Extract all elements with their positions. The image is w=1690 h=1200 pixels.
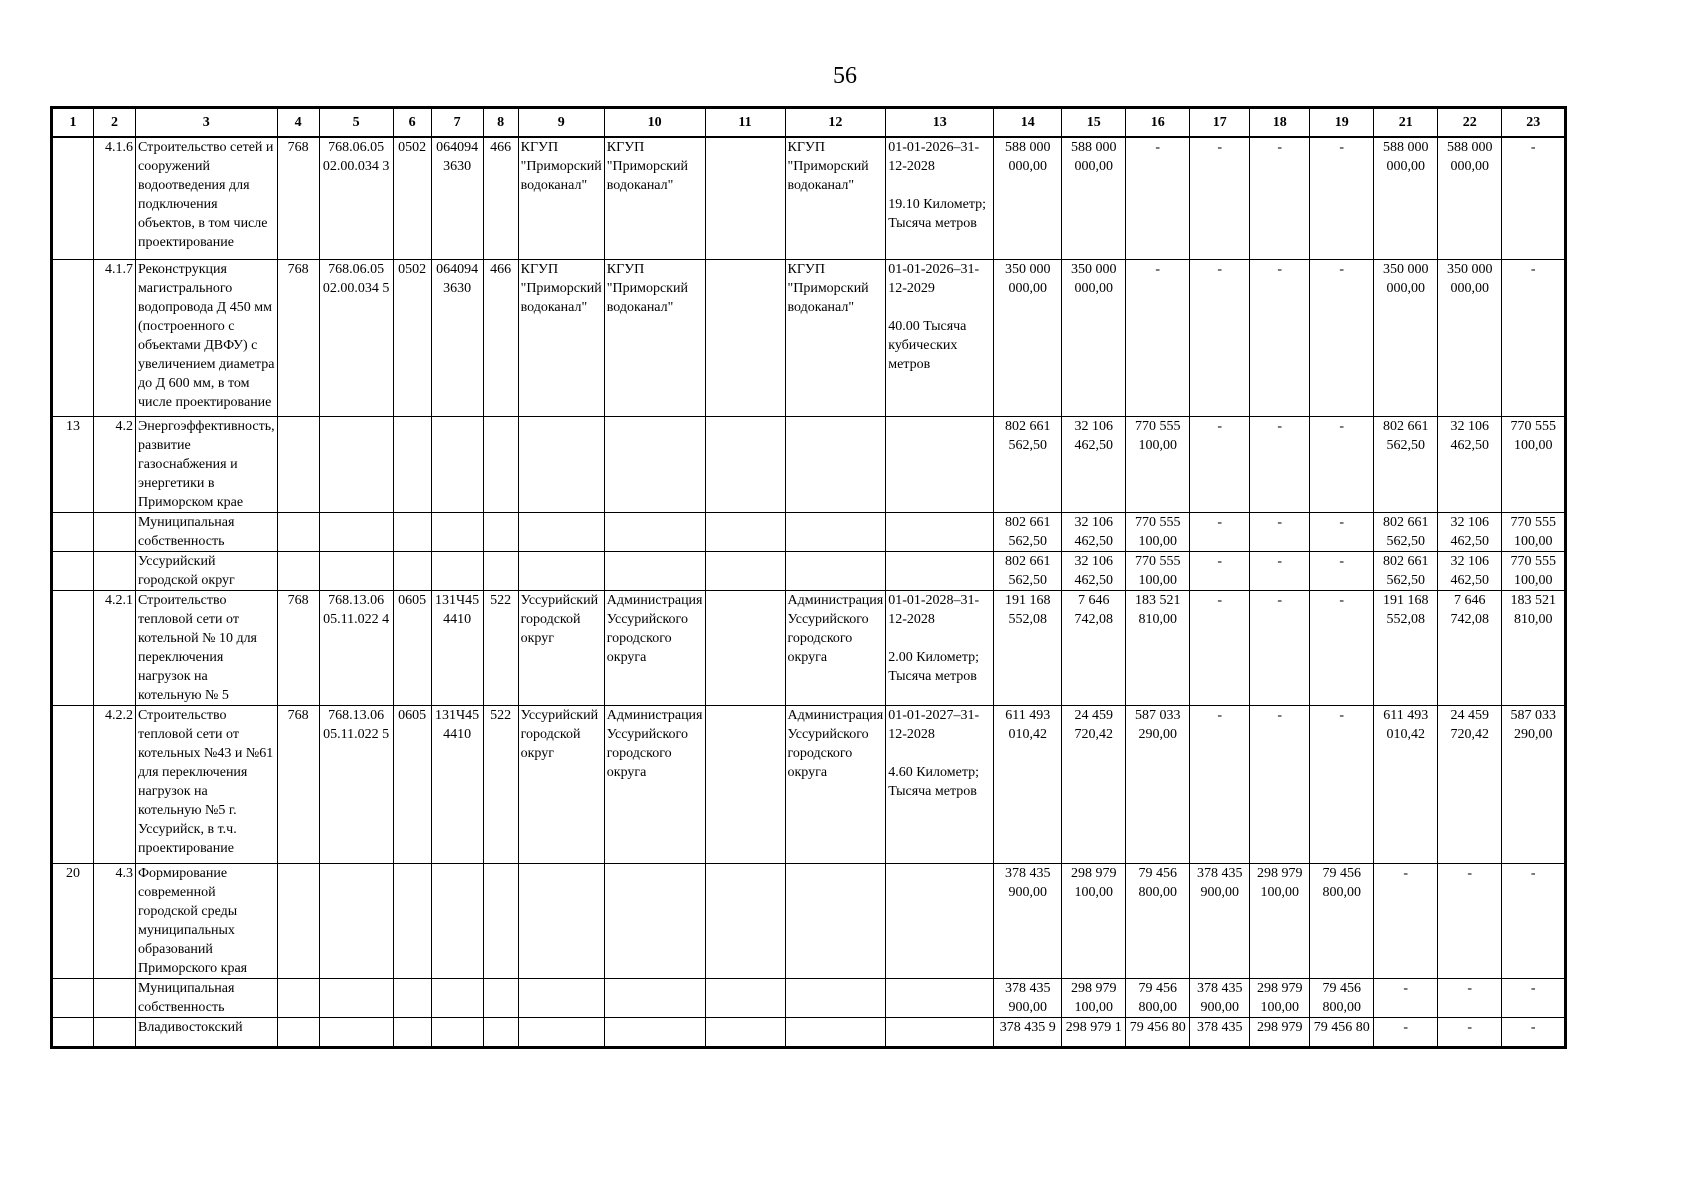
cell-total: 802 661 562,50 xyxy=(994,551,1062,590)
cell-col-11 xyxy=(705,512,785,551)
cell-col-23: 183 521 810,00 xyxy=(1502,590,1566,705)
cell-grbs xyxy=(277,1017,319,1047)
cell-target-article: 768.13.06 05.11.022 4 xyxy=(319,590,393,705)
cell-csr xyxy=(431,551,483,590)
cell-grbs xyxy=(277,978,319,1017)
cell-col-18: 298 979 xyxy=(1250,1017,1310,1047)
cell-col-21: - xyxy=(1374,863,1438,978)
cell-vr: 466 xyxy=(483,259,518,416)
column-header: 3 xyxy=(136,108,278,138)
cell-developer: Администрация Уссурийского городского округа xyxy=(785,705,886,863)
column-header: 6 xyxy=(393,108,431,138)
cell-col-21: - xyxy=(1374,978,1438,1017)
cell-item-code xyxy=(94,512,136,551)
cell-customer xyxy=(604,1017,705,1047)
cell-col-19: - xyxy=(1310,705,1374,863)
cell-grbs xyxy=(277,416,319,512)
cell-period-capacity xyxy=(886,1017,994,1047)
cell-csr xyxy=(431,978,483,1017)
table-row xyxy=(52,137,1566,259)
column-header: 15 xyxy=(1062,108,1126,138)
cell-col-11 xyxy=(705,416,785,512)
cell-col-21: 802 661 562,50 xyxy=(1374,512,1438,551)
column-header: 2 xyxy=(94,108,136,138)
cell-item-code: 4.1.7 xyxy=(94,259,136,416)
cell-col-18: - xyxy=(1250,551,1310,590)
cell-budget-2025: 7 646 742,08 xyxy=(1062,590,1126,705)
cell-col-17: 378 435 xyxy=(1190,1017,1250,1047)
cell-customer: КГУП "Приморский водоканал" xyxy=(604,137,705,259)
cell-csr xyxy=(431,1017,483,1047)
cell-col-22: 588 000 000,00 xyxy=(1438,137,1502,259)
cell-budget-2026: - xyxy=(1126,259,1190,416)
cell-customer xyxy=(604,978,705,1017)
cell-row-number: 13 xyxy=(52,416,94,512)
cell-col-19: - xyxy=(1310,590,1374,705)
cell-budget-2025: 350 000 000,00 xyxy=(1062,259,1126,416)
table-row xyxy=(52,551,1566,590)
cell-target-article xyxy=(319,416,393,512)
cell-vr: 522 xyxy=(483,705,518,863)
cell-section xyxy=(393,551,431,590)
cell-budget-2026: 183 521 810,00 xyxy=(1126,590,1190,705)
column-header: 19 xyxy=(1310,108,1374,138)
cell-grbs xyxy=(277,863,319,978)
cell-period-capacity xyxy=(886,551,994,590)
cell-vr xyxy=(483,416,518,512)
cell-csr xyxy=(431,512,483,551)
cell-col-19: - xyxy=(1310,259,1374,416)
column-header: 23 xyxy=(1502,108,1566,138)
cell-vr: 466 xyxy=(483,137,518,259)
cell-name: Реконструкция магистрального водопровода Д 450 мм (построенного с объектами ДВФУ) с увеличением диаметра до Д 600 мм, в том числе проектирование xyxy=(136,259,278,416)
cell-row-number xyxy=(52,705,94,863)
table-header-row xyxy=(52,108,1566,138)
cell-csr xyxy=(431,416,483,512)
cell-col-22: 7 646 742,08 xyxy=(1438,590,1502,705)
cell-col-11 xyxy=(705,1017,785,1047)
table-row xyxy=(52,512,1566,551)
cell-col-11 xyxy=(705,137,785,259)
cell-col-19: - xyxy=(1310,416,1374,512)
cell-col-22: 32 106 462,50 xyxy=(1438,551,1502,590)
cell-name: Муниципальная собственность xyxy=(136,512,278,551)
cell-target-article: 768.13.06 05.11.022 5 xyxy=(319,705,393,863)
cell-period-capacity xyxy=(886,863,994,978)
cell-col-22: 32 106 462,50 xyxy=(1438,416,1502,512)
cell-col-22: - xyxy=(1438,1017,1502,1047)
cell-col-17: - xyxy=(1190,416,1250,512)
cell-budget-2026: 79 456 800,00 xyxy=(1126,863,1190,978)
cell-col-17: - xyxy=(1190,590,1250,705)
cell-total: 378 435 900,00 xyxy=(994,978,1062,1017)
page-number: 56 xyxy=(833,63,857,89)
cell-col-21: 350 000 000,00 xyxy=(1374,259,1438,416)
column-header: 1 xyxy=(52,108,94,138)
cell-customer xyxy=(604,863,705,978)
cell-col-22: 24 459 720,42 xyxy=(1438,705,1502,863)
cell-col-21: - xyxy=(1374,1017,1438,1047)
cell-name: Строительство сетей и сооружений водоотведения для подключения объектов, в том числе проектирование xyxy=(136,137,278,259)
cell-budget-2025: 32 106 462,50 xyxy=(1062,416,1126,512)
cell-budget-2025: 298 979 100,00 xyxy=(1062,863,1126,978)
cell-section: 0605 xyxy=(393,590,431,705)
cell-budget-2025: 32 106 462,50 xyxy=(1062,551,1126,590)
cell-target-article xyxy=(319,512,393,551)
cell-recipient: Уссурийский городской округ xyxy=(518,705,604,863)
cell-budget-2026: 770 555 100,00 xyxy=(1126,416,1190,512)
cell-col-23: - xyxy=(1502,1017,1566,1047)
table-row xyxy=(52,259,1566,416)
cell-name: Строительство тепловой сети от котельной № 10 для переключения нагрузок на котельную № 5 xyxy=(136,590,278,705)
cell-developer: Администрация Уссурийского городского округа xyxy=(785,590,886,705)
cell-budget-2025: 298 979 100,00 xyxy=(1062,978,1126,1017)
cell-col-18: - xyxy=(1250,705,1310,863)
column-header: 9 xyxy=(518,108,604,138)
cell-name: Энергоэффективность, развитие газоснабжения и энергетики в Приморском крае xyxy=(136,416,278,512)
cell-budget-2025: 24 459 720,42 xyxy=(1062,705,1126,863)
cell-col-23: 770 555 100,00 xyxy=(1502,512,1566,551)
table-row xyxy=(52,978,1566,1017)
column-header: 10 xyxy=(604,108,705,138)
cell-recipient xyxy=(518,863,604,978)
cell-col-19: - xyxy=(1310,137,1374,259)
cell-grbs xyxy=(277,551,319,590)
cell-developer xyxy=(785,551,886,590)
column-header: 17 xyxy=(1190,108,1250,138)
column-header: 12 xyxy=(785,108,886,138)
cell-section xyxy=(393,512,431,551)
cell-grbs: 768 xyxy=(277,705,319,863)
cell-target-article: 768.06.05 02.00.034 3 xyxy=(319,137,393,259)
cell-customer: КГУП "Приморский водоканал" xyxy=(604,259,705,416)
cell-col-21: 611 493 010,42 xyxy=(1374,705,1438,863)
column-header: 14 xyxy=(994,108,1062,138)
cell-row-number xyxy=(52,512,94,551)
cell-developer xyxy=(785,863,886,978)
cell-budget-2026: 770 555 100,00 xyxy=(1126,512,1190,551)
cell-col-18: - xyxy=(1250,512,1310,551)
cell-budget-2026: 79 456 800,00 xyxy=(1126,978,1190,1017)
cell-vr: 522 xyxy=(483,590,518,705)
cell-col-23: - xyxy=(1502,863,1566,978)
cell-grbs: 768 xyxy=(277,259,319,416)
cell-csr: 064094 3630 xyxy=(431,137,483,259)
cell-recipient: КГУП "Приморский водоканал" xyxy=(518,137,604,259)
cell-customer: Администрация Уссурийского городского округа xyxy=(604,705,705,863)
cell-col-19: 79 456 80 xyxy=(1310,1017,1374,1047)
cell-budget-2026: - xyxy=(1126,137,1190,259)
cell-col-23: 770 555 100,00 xyxy=(1502,416,1566,512)
cell-period-capacity: 01-01-2026–31-12-2028 19.10 Километр; Тысяча метров xyxy=(886,137,994,259)
cell-developer xyxy=(785,978,886,1017)
cell-period-capacity xyxy=(886,416,994,512)
cell-col-19: 79 456 800,00 xyxy=(1310,978,1374,1017)
cell-col-18: - xyxy=(1250,259,1310,416)
cell-target-article xyxy=(319,863,393,978)
cell-period-capacity: 01-01-2026–31-12-2029 40.00 Тысяча кубических метров xyxy=(886,259,994,416)
cell-col-18: 298 979 100,00 xyxy=(1250,863,1310,978)
cell-col-17: - xyxy=(1190,137,1250,259)
cell-section xyxy=(393,978,431,1017)
cell-item-code xyxy=(94,1017,136,1047)
cell-customer: Администрация Уссурийского городского округа xyxy=(604,590,705,705)
cell-period-capacity xyxy=(886,978,994,1017)
cell-col-23: - xyxy=(1502,259,1566,416)
cell-section: 0502 xyxy=(393,259,431,416)
cell-budget-2026: 79 456 80 xyxy=(1126,1017,1190,1047)
cell-row-number xyxy=(52,978,94,1017)
cell-item-code: 4.2.1 xyxy=(94,590,136,705)
cell-total: 350 000 000,00 xyxy=(994,259,1062,416)
cell-col-21: 191 168 552,08 xyxy=(1374,590,1438,705)
cell-item-code: 4.2 xyxy=(94,416,136,512)
table-row xyxy=(52,416,1566,512)
cell-col-23: - xyxy=(1502,137,1566,259)
column-header: 13 xyxy=(886,108,994,138)
cell-recipient xyxy=(518,512,604,551)
column-header: 16 xyxy=(1126,108,1190,138)
cell-col-23: - xyxy=(1502,978,1566,1017)
cell-grbs: 768 xyxy=(277,137,319,259)
cell-total: 802 661 562,50 xyxy=(994,512,1062,551)
cell-vr xyxy=(483,1017,518,1047)
cell-period-capacity: 01-01-2027–31-12-2028 4.60 Километр; Тысяча метров xyxy=(886,705,994,863)
cell-col-19: - xyxy=(1310,551,1374,590)
cell-recipient: Уссурийский городской округ xyxy=(518,590,604,705)
cell-csr: 131Ч45 4410 xyxy=(431,590,483,705)
cell-customer xyxy=(604,551,705,590)
cell-row-number xyxy=(52,590,94,705)
cell-total: 191 168 552,08 xyxy=(994,590,1062,705)
cell-col-18: 298 979 100,00 xyxy=(1250,978,1310,1017)
cell-customer xyxy=(604,512,705,551)
cell-col-11 xyxy=(705,978,785,1017)
cell-row-number xyxy=(52,551,94,590)
column-header: 5 xyxy=(319,108,393,138)
cell-total: 378 435 9 xyxy=(994,1017,1062,1047)
cell-total: 611 493 010,42 xyxy=(994,705,1062,863)
table-row xyxy=(52,590,1566,705)
cell-row-number xyxy=(52,259,94,416)
cell-col-19: - xyxy=(1310,512,1374,551)
budget-table xyxy=(50,106,1567,1049)
cell-col-18: - xyxy=(1250,590,1310,705)
cell-col-21: 588 000 000,00 xyxy=(1374,137,1438,259)
cell-developer xyxy=(785,1017,886,1047)
cell-row-number: 20 xyxy=(52,863,94,978)
cell-developer xyxy=(785,416,886,512)
cell-col-22: - xyxy=(1438,863,1502,978)
cell-target-article xyxy=(319,978,393,1017)
cell-vr xyxy=(483,551,518,590)
cell-row-number xyxy=(52,137,94,259)
cell-item-code: 4.3 xyxy=(94,863,136,978)
cell-period-capacity xyxy=(886,512,994,551)
cell-section: 0605 xyxy=(393,705,431,863)
cell-grbs xyxy=(277,512,319,551)
cell-customer xyxy=(604,416,705,512)
column-header: 22 xyxy=(1438,108,1502,138)
cell-col-22: 32 106 462,50 xyxy=(1438,512,1502,551)
cell-budget-2025: 588 000 000,00 xyxy=(1062,137,1126,259)
cell-item-code: 4.2.2 xyxy=(94,705,136,863)
cell-item-code xyxy=(94,551,136,590)
cell-csr: 131Ч45 4410 xyxy=(431,705,483,863)
cell-col-22: 350 000 000,00 xyxy=(1438,259,1502,416)
cell-row-number xyxy=(52,1017,94,1047)
table-row xyxy=(52,1017,1566,1047)
cell-name: Строительство тепловой сети от котельных №43 и №61 для переключения нагрузок на котельную №5 г. Уссурийск, в т.ч. проектирование xyxy=(136,705,278,863)
column-header: 7 xyxy=(431,108,483,138)
table-row xyxy=(52,705,1566,863)
cell-item-code xyxy=(94,978,136,1017)
cell-col-17: - xyxy=(1190,551,1250,590)
cell-developer: КГУП "Приморский водоканал" xyxy=(785,137,886,259)
cell-col-11 xyxy=(705,551,785,590)
cell-target-article xyxy=(319,1017,393,1047)
cell-col-18: - xyxy=(1250,416,1310,512)
cell-col-11 xyxy=(705,863,785,978)
cell-col-19: 79 456 800,00 xyxy=(1310,863,1374,978)
cell-budget-2025: 32 106 462,50 xyxy=(1062,512,1126,551)
cell-developer: КГУП "Приморский водоканал" xyxy=(785,259,886,416)
table-row xyxy=(52,863,1566,978)
cell-col-17: - xyxy=(1190,705,1250,863)
cell-col-17: 378 435 900,00 xyxy=(1190,863,1250,978)
cell-total: 802 661 562,50 xyxy=(994,416,1062,512)
cell-col-22: - xyxy=(1438,978,1502,1017)
cell-col-21: 802 661 562,50 xyxy=(1374,551,1438,590)
cell-section xyxy=(393,416,431,512)
cell-target-article: 768.06.05 02.00.034 5 xyxy=(319,259,393,416)
cell-vr xyxy=(483,863,518,978)
cell-section xyxy=(393,863,431,978)
cell-section: 0502 xyxy=(393,137,431,259)
column-header: 11 xyxy=(705,108,785,138)
cell-col-23: 770 555 100,00 xyxy=(1502,551,1566,590)
cell-col-11 xyxy=(705,259,785,416)
cell-recipient: КГУП "Приморский водоканал" xyxy=(518,259,604,416)
cell-period-capacity: 01-01-2028–31-12-2028 2.00 Километр; Тысяча метров xyxy=(886,590,994,705)
cell-name: Формирование современной городской среды муниципальных образований Приморского края xyxy=(136,863,278,978)
column-header: 8 xyxy=(483,108,518,138)
cell-csr xyxy=(431,863,483,978)
cell-section xyxy=(393,1017,431,1047)
cell-recipient xyxy=(518,1017,604,1047)
cell-col-17: - xyxy=(1190,512,1250,551)
cell-name: Уссурийский городской округ xyxy=(136,551,278,590)
cell-col-17: 378 435 900,00 xyxy=(1190,978,1250,1017)
cell-budget-2025: 298 979 1 xyxy=(1062,1017,1126,1047)
cell-col-17: - xyxy=(1190,259,1250,416)
cell-col-18: - xyxy=(1250,137,1310,259)
cell-recipient xyxy=(518,551,604,590)
column-header: 21 xyxy=(1374,108,1438,138)
cell-budget-2026: 587 033 290,00 xyxy=(1126,705,1190,863)
cell-developer xyxy=(785,512,886,551)
cell-name: Муниципальная собственность xyxy=(136,978,278,1017)
cell-total: 588 000 000,00 xyxy=(994,137,1062,259)
cell-total: 378 435 900,00 xyxy=(994,863,1062,978)
cell-col-11 xyxy=(705,705,785,863)
cell-recipient xyxy=(518,978,604,1017)
cell-col-23: 587 033 290,00 xyxy=(1502,705,1566,863)
cell-recipient xyxy=(518,416,604,512)
cell-grbs: 768 xyxy=(277,590,319,705)
cell-col-21: 802 661 562,50 xyxy=(1374,416,1438,512)
column-header: 4 xyxy=(277,108,319,138)
cell-col-11 xyxy=(705,590,785,705)
cell-item-code: 4.1.6 xyxy=(94,137,136,259)
cell-target-article xyxy=(319,551,393,590)
cell-vr xyxy=(483,512,518,551)
column-header: 18 xyxy=(1250,108,1310,138)
cell-name: Владивостокский xyxy=(136,1017,278,1047)
cell-budget-2026: 770 555 100,00 xyxy=(1126,551,1190,590)
cell-vr xyxy=(483,978,518,1017)
cell-csr: 064094 3630 xyxy=(431,259,483,416)
